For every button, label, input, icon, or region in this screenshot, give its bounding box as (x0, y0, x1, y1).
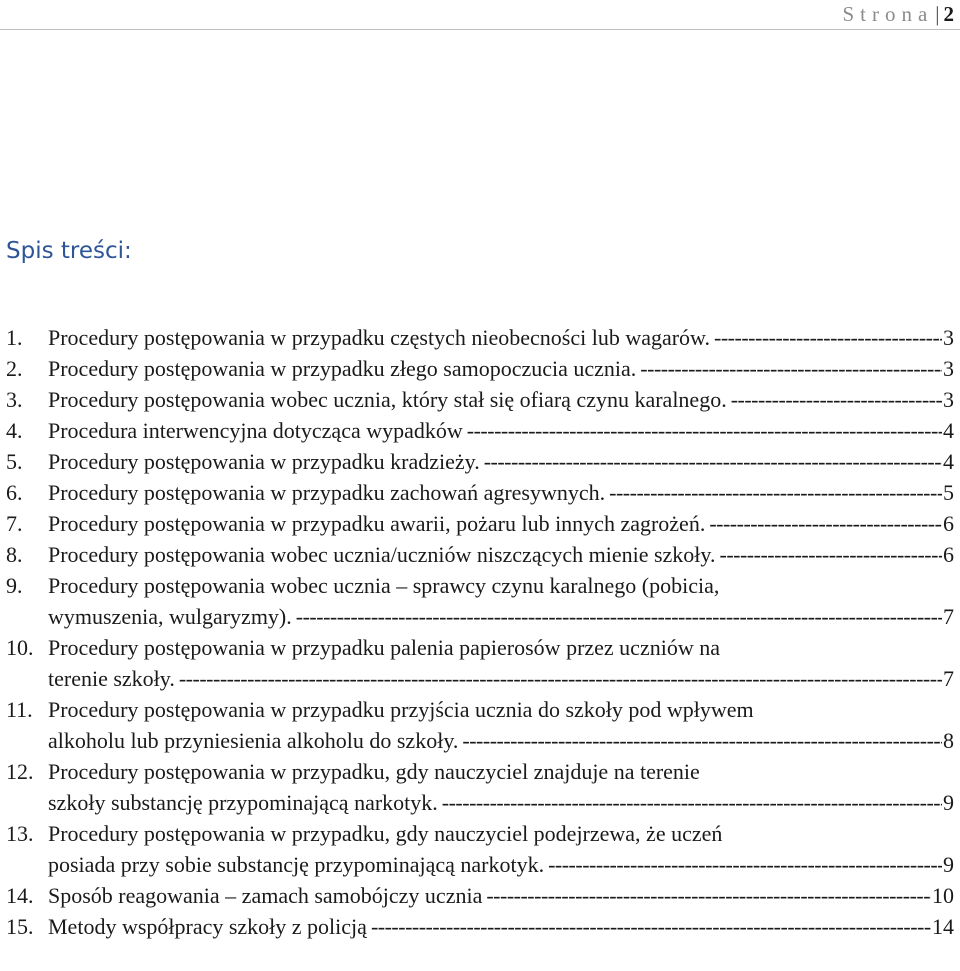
toc-entry-title: Procedury postępowania w przypadku palenia papierosów przez uczniów na (48, 635, 720, 660)
dot-leader (609, 477, 942, 508)
toc-entry-title: Procedury postępowania w przypadku, gdy nauczyciel podejrzewa, że uczeń (48, 821, 723, 846)
toc-entry-page: 7 (943, 666, 954, 691)
table-of-contents (6, 322, 954, 942)
toc-entry-number: 9. (6, 573, 23, 598)
toc-entry-page: 9 (943, 790, 954, 815)
toc-entry-number: 10. (6, 635, 34, 660)
toc-entry-title-continued: alkoholu lub przyniesienia alkoholu do szkoły. (48, 728, 459, 753)
dot-leader (486, 880, 931, 911)
toc-entry-title: Procedury postępowania w przypadku częstych nieobecności lub wagarów. (48, 325, 711, 350)
toc-entry[interactable] (6, 477, 954, 508)
toc-entry-number: 15. (6, 914, 34, 939)
toc-entry[interactable] (6, 384, 954, 415)
toc-entry[interactable] (6, 818, 954, 880)
dot-leader (484, 446, 942, 477)
toc-entry[interactable] (6, 880, 954, 911)
dot-leader (371, 911, 931, 942)
toc-entry[interactable] (6, 570, 954, 632)
toc-entry-number: 11. (6, 697, 33, 722)
toc-entry-page: 5 (943, 480, 954, 505)
toc-entry-page: 7 (943, 604, 954, 629)
toc-entry-number: 5. (6, 449, 23, 474)
dot-leader (296, 601, 942, 632)
toc-entry-page: 6 (943, 511, 954, 536)
toc-entry[interactable] (6, 508, 954, 539)
toc-entry-page: 8 (943, 728, 954, 753)
toc-entry-title-continued: posiada przy sobie substancję przypominającą narkotyk. (48, 852, 545, 877)
toc-entry-page: 3 (943, 387, 954, 412)
dot-leader (709, 508, 942, 539)
toc-heading: Spis treści: (6, 238, 132, 264)
toc-entry[interactable] (6, 756, 954, 818)
dot-leader (442, 787, 942, 818)
header-divider (0, 29, 960, 30)
dot-leader (467, 415, 942, 446)
page-number: 2 (943, 2, 954, 26)
toc-entry-number: 2. (6, 356, 23, 381)
toc-entry-number: 8. (6, 542, 23, 567)
toc-entry-page: 6 (943, 542, 954, 567)
toc-entry-title: Procedury postępowania w przypadku przyjścia ucznia do szkoły pod wpływem (48, 697, 754, 722)
toc-entry-title-continued: terenie szkoły. (48, 666, 175, 691)
toc-entry-title: Sposób reagowania – zamach samobójczy ucznia (48, 883, 483, 908)
toc-entry-number: 6. (6, 480, 23, 505)
toc-entry-number: 4. (6, 418, 23, 443)
toc-entry-title: Procedury postępowania w przypadku awarii, pożaru lub innych zagrożeń. (48, 511, 706, 536)
toc-entry-title: Procedury postępowania wobec ucznia – sprawcy czynu karalnego (pobicia, (48, 573, 720, 598)
toc-entry-number: 13. (6, 821, 34, 846)
toc-entry-title: Procedura interwencyjna dotycząca wypadków (48, 418, 463, 443)
toc-entry-number: 12. (6, 759, 34, 784)
toc-entry-number: 7. (6, 511, 23, 536)
dot-leader (731, 384, 942, 415)
toc-entry-title: Procedury postępowania w przypadku zachowań agresywnych. (48, 480, 606, 505)
toc-entry-page: 14 (932, 914, 954, 939)
toc-entry-number: 14. (6, 883, 34, 908)
toc-entry-number: 3. (6, 387, 23, 412)
dot-leader (640, 353, 942, 384)
toc-entry-title-continued: wymuszenia, wulgaryzmy). (48, 604, 292, 629)
toc-entry[interactable] (6, 694, 954, 756)
dot-leader (714, 322, 942, 353)
dot-leader (462, 725, 942, 756)
toc-entry-title: Metody współpracy szkoły z policją (48, 914, 367, 939)
toc-entry-number: 1. (6, 325, 23, 350)
toc-entry-title: Procedury postępowania w przypadku kradzieży. (48, 449, 480, 474)
toc-entry-page: 3 (943, 325, 954, 350)
toc-entry-page: 4 (943, 449, 954, 474)
toc-entry-title: Procedury postępowania wobec ucznia, który stał się ofiarą czynu karalnego. (48, 387, 727, 412)
toc-entry-page: 10 (932, 883, 954, 908)
toc-entry-page: 4 (943, 418, 954, 443)
toc-entry-title: Procedury postępowania w przypadku złego samopoczucia ucznia. (48, 356, 637, 381)
toc-entry[interactable] (6, 415, 954, 446)
dot-leader (720, 539, 943, 570)
toc-entry[interactable] (6, 446, 954, 477)
toc-entry-page: 3 (943, 356, 954, 381)
dot-leader (548, 849, 942, 880)
page-header (0, 0, 960, 30)
page-number-label (842, 2, 954, 26)
toc-entry[interactable] (6, 353, 954, 384)
toc-entry[interactable] (6, 911, 954, 942)
toc-entry-title: Procedury postępowania w przypadku, gdy nauczyciel znajduje na terenie (48, 759, 700, 784)
toc-entry-title-continued: szkoły substancję przypominającą narkotyk. (48, 790, 438, 815)
toc-entry-title: Procedury postępowania wobec ucznia/uczniów niszczących mienie szkoły. (48, 542, 716, 567)
page-separator: | (935, 2, 940, 26)
toc-entry[interactable] (6, 322, 954, 353)
dot-leader (179, 663, 942, 694)
toc-entry-page: 9 (943, 852, 954, 877)
page-word: Strona (842, 2, 934, 26)
toc-entry[interactable] (6, 539, 954, 570)
toc-entry[interactable] (6, 632, 954, 694)
